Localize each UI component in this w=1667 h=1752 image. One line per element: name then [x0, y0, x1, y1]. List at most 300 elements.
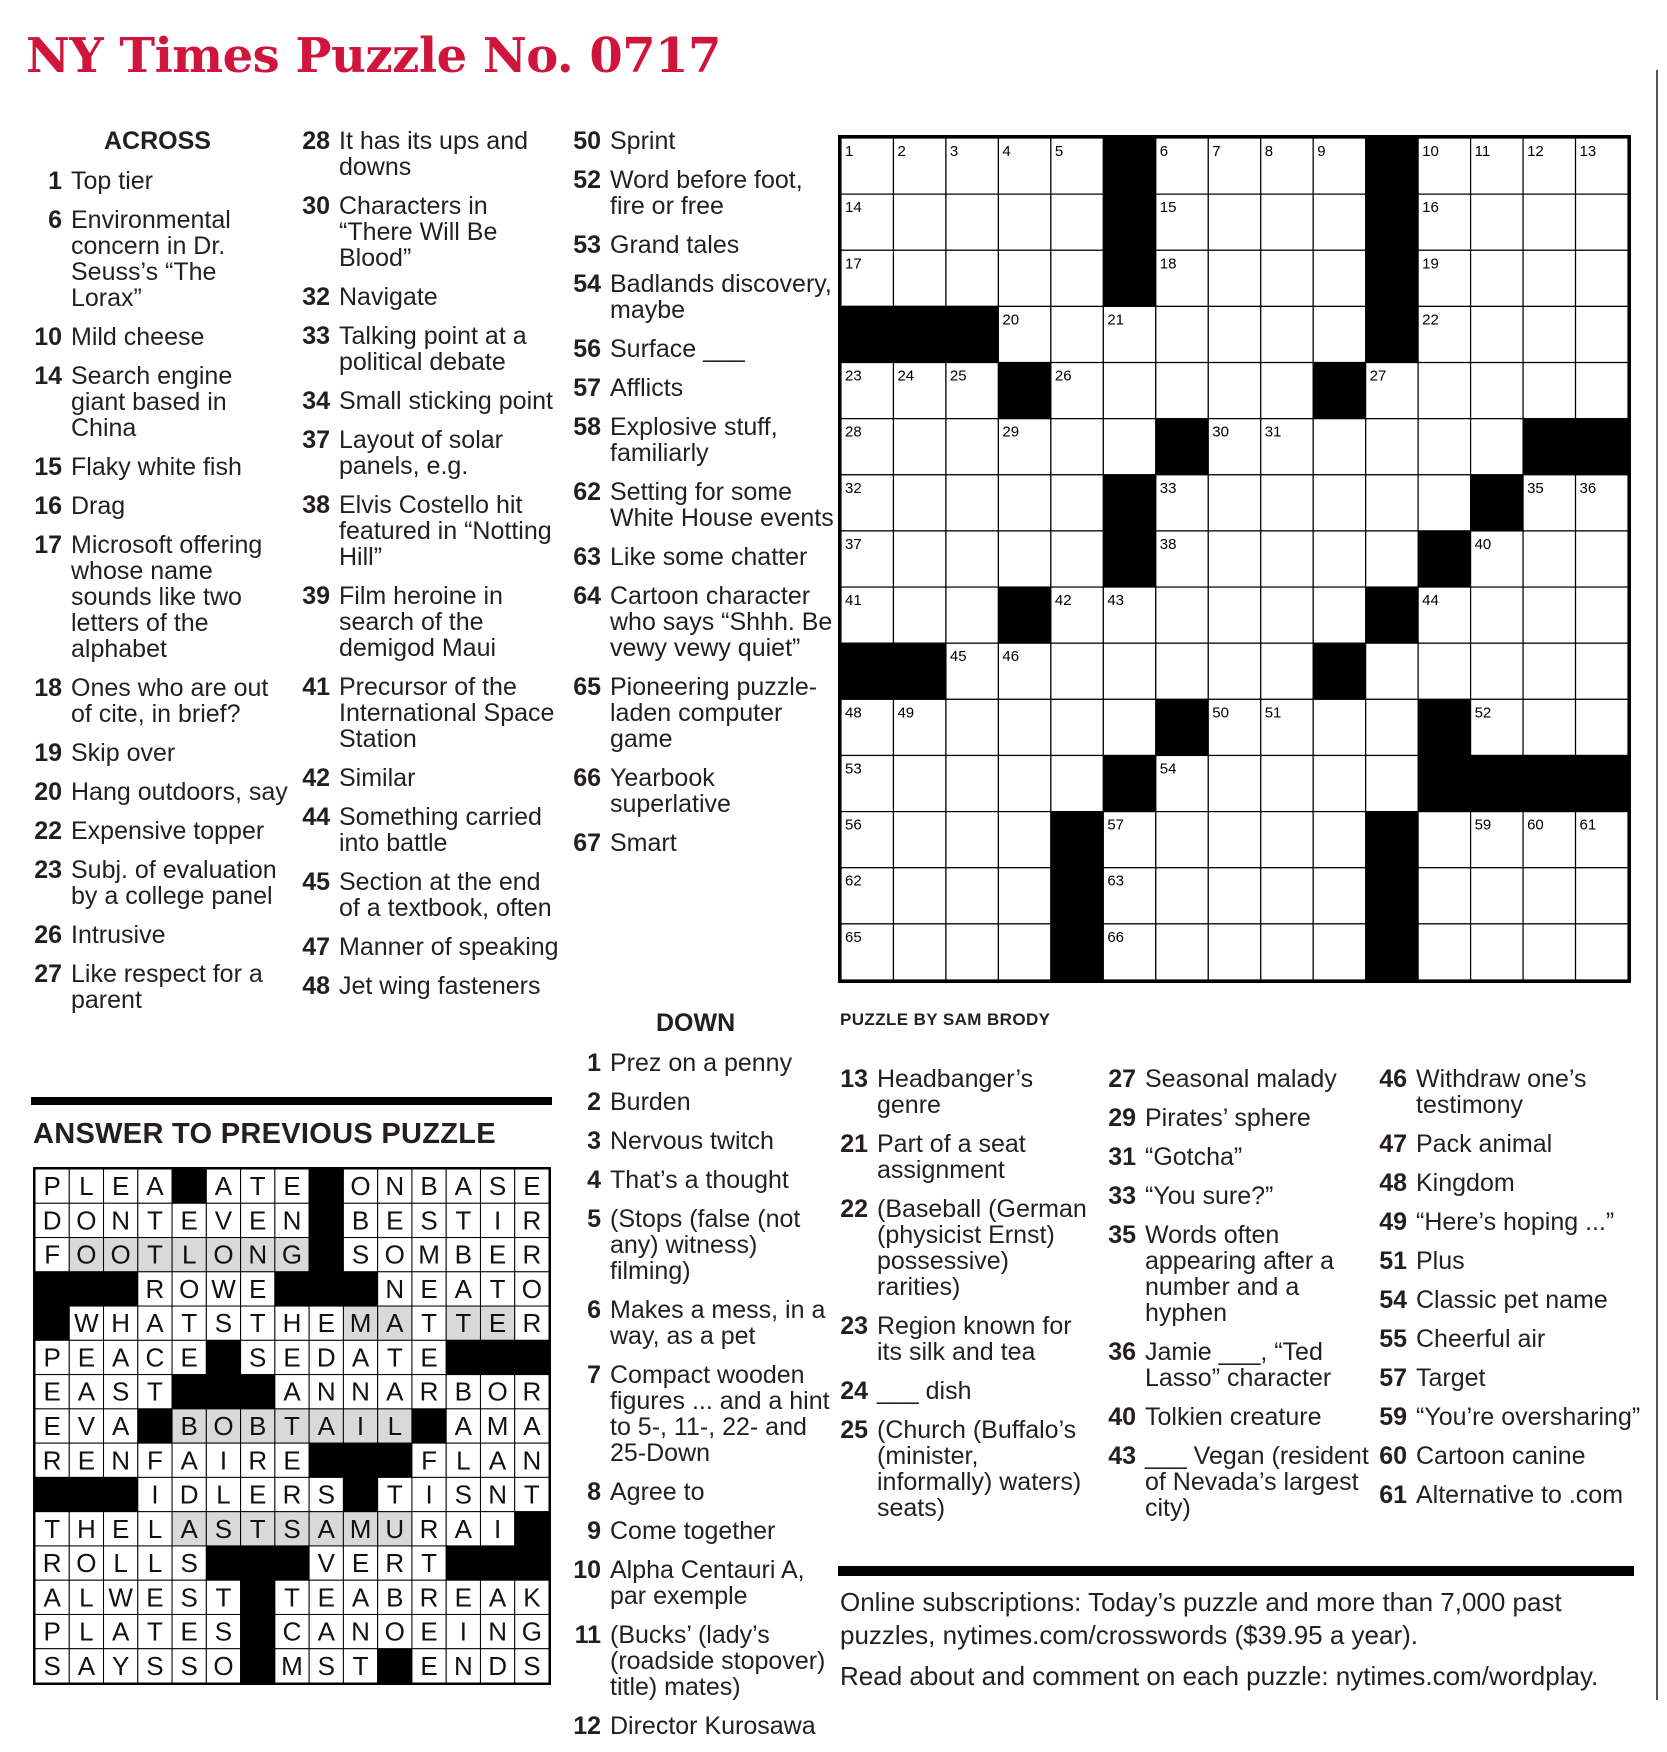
- clue-number: 51: [1379, 1247, 1407, 1275]
- answer-letter: O: [76, 1205, 97, 1236]
- clue-text: Surface ___: [610, 335, 745, 363]
- clue-text: Like respect for a parent: [71, 960, 263, 1014]
- clue-number: 23: [34, 856, 62, 884]
- grid-cell[interactable]: [946, 250, 998, 306]
- answer-block: [104, 1477, 138, 1511]
- grid-cell[interactable]: [1418, 419, 1470, 475]
- grid-cell[interactable]: [893, 868, 945, 924]
- answer-letter: W: [211, 1273, 236, 1304]
- grid-cell[interactable]: [1261, 194, 1313, 250]
- clue-text: Words often appearing after a number and a hyphen: [1145, 1221, 1335, 1327]
- grid-cell[interactable]: [946, 531, 998, 587]
- grid-cell[interactable]: [1313, 812, 1365, 868]
- answer-letter: R: [522, 1308, 542, 1339]
- answer-letter: T: [284, 1411, 300, 1441]
- answer-letter: R: [385, 1548, 405, 1579]
- grid-cell[interactable]: [1208, 868, 1260, 924]
- grid-cell[interactable]: [998, 924, 1050, 980]
- grid-cell[interactable]: [946, 868, 998, 924]
- grid-cell[interactable]: [1313, 194, 1365, 250]
- grid-cell[interactable]: [1313, 924, 1365, 980]
- grid-cell[interactable]: [946, 924, 998, 980]
- cell-number: 26: [1054, 367, 1072, 385]
- grid-cell[interactable]: [1051, 755, 1103, 811]
- grid-cell[interactable]: [1051, 531, 1103, 587]
- grid-block: [1366, 138, 1418, 194]
- clue-number: 47: [1379, 1130, 1407, 1158]
- grid-cell[interactable]: [946, 755, 998, 811]
- clue-text: Afflicts: [610, 374, 684, 402]
- grid-cell[interactable]: [1261, 587, 1313, 643]
- grid-cell[interactable]: [1051, 699, 1103, 755]
- clue-text: Sprint: [610, 127, 676, 155]
- answer-letter: E: [283, 1445, 301, 1476]
- grid-cell[interactable]: [1366, 699, 1418, 755]
- grid-cell[interactable]: [1523, 587, 1575, 643]
- clue-item: [33, 779, 288, 805]
- grid-cell[interactable]: [1523, 363, 1575, 419]
- clue-item: [1378, 1287, 1643, 1313]
- grid-cell[interactable]: [1471, 924, 1523, 980]
- answer-block: [69, 1477, 103, 1511]
- clue-number: 40: [1108, 1403, 1136, 1431]
- grid-cell[interactable]: [998, 699, 1050, 755]
- grid-block: [1103, 531, 1155, 587]
- grid-cell[interactable]: [1418, 363, 1470, 419]
- clue-item: [33, 363, 288, 441]
- grid-cell[interactable]: [946, 194, 998, 250]
- grid-cell[interactable]: [998, 531, 1050, 587]
- grid-cell[interactable]: [998, 250, 1050, 306]
- answer-letter: I: [219, 1445, 228, 1476]
- grid-cell[interactable]: [893, 531, 945, 587]
- clue-number: 25: [840, 1416, 868, 1444]
- grid-cell[interactable]: [893, 587, 945, 643]
- clue-number: 15: [34, 453, 62, 481]
- grid-cell[interactable]: [1523, 250, 1575, 306]
- clue-item: [572, 1362, 837, 1466]
- previous-answer-title: ANSWER TO PREVIOUS PUZZLE: [33, 1118, 496, 1150]
- grid-cell[interactable]: [998, 868, 1050, 924]
- answer-letter: O: [487, 1376, 508, 1407]
- clue-text: Pioneering puzzle-laden computer game: [610, 673, 818, 753]
- clue-item: [572, 544, 837, 570]
- grid-cell[interactable]: [1523, 531, 1575, 587]
- grid-cell[interactable]: [1208, 924, 1260, 980]
- clue-number: 55: [1379, 1325, 1407, 1353]
- grid-cell[interactable]: [893, 812, 945, 868]
- grid-cell[interactable]: [1366, 755, 1418, 811]
- grid-cell[interactable]: [998, 755, 1050, 811]
- clue-item: [572, 479, 837, 531]
- answer-letter: T: [386, 1479, 403, 1510]
- clue-number: 8: [587, 1478, 601, 1506]
- grid-cell[interactable]: [1366, 419, 1418, 475]
- cell-number: 5: [1054, 143, 1064, 160]
- answer-letter: A: [180, 1445, 198, 1476]
- grid-cell[interactable]: [1313, 755, 1365, 811]
- cell-number: 32: [845, 479, 862, 497]
- clue-text: Withdraw one’s testimony: [1416, 1065, 1587, 1119]
- cell-number: 43: [1107, 592, 1125, 610]
- answer-letter: R: [42, 1548, 62, 1579]
- grid-cell[interactable]: [1576, 924, 1628, 980]
- grid-cell[interactable]: [893, 194, 945, 250]
- clue-number: 20: [34, 778, 62, 806]
- subscription-note: Online subscriptions: Today’s puzzle and more than 7,000 past puzzles, nytimes.com/crosswords ($39.95 a year).: [840, 1587, 1562, 1650]
- answer-letter: B: [386, 1582, 404, 1613]
- grid-cell[interactable]: [1208, 812, 1260, 868]
- clue-text: Talking point at a political debate: [339, 322, 527, 376]
- grid-cell[interactable]: [1261, 924, 1313, 980]
- grid-cell[interactable]: [893, 924, 945, 980]
- grid-cell[interactable]: [1313, 587, 1365, 643]
- clue-item: [1378, 1131, 1643, 1157]
- answer-letter: S: [180, 1548, 198, 1579]
- clue-text: Drag: [71, 492, 126, 520]
- clue-item: [33, 922, 288, 948]
- grid-cell[interactable]: [1313, 699, 1365, 755]
- clue-item: [1107, 1404, 1369, 1430]
- grid-cell[interactable]: [1523, 699, 1575, 755]
- answer-letter: S: [454, 1479, 473, 1510]
- answer-block: [480, 1546, 514, 1580]
- answer-block: [138, 1409, 172, 1443]
- answer-letter: S: [214, 1513, 233, 1544]
- clue-number: 6: [587, 1296, 601, 1324]
- grid-cell[interactable]: [893, 475, 945, 531]
- answer-letter: I: [459, 1616, 467, 1647]
- grid-cell[interactable]: [1261, 755, 1313, 811]
- answer-letter: S: [214, 1616, 233, 1647]
- answer-letter: G: [281, 1239, 303, 1270]
- answer-letter: S: [214, 1308, 233, 1339]
- clue-number: 11: [574, 1621, 601, 1649]
- grid-cell[interactable]: [1156, 587, 1208, 643]
- answer-letter: K: [523, 1582, 541, 1613]
- grid-cell[interactable]: [998, 475, 1050, 531]
- grid-cell[interactable]: [1471, 363, 1523, 419]
- answer-letter: A: [111, 1616, 130, 1647]
- grid-cell[interactable]: [1156, 306, 1208, 362]
- grid-cell[interactable]: [1208, 194, 1260, 250]
- down-clue-list: [839, 1066, 1097, 1521]
- answer-letter: I: [493, 1205, 502, 1236]
- grid-cell[interactable]: [1261, 475, 1313, 531]
- grid-cell[interactable]: [1208, 587, 1260, 643]
- clue-number: 48: [302, 972, 330, 1000]
- clue-number: 37: [302, 426, 330, 454]
- cell-number: 10: [1422, 143, 1439, 160]
- answer-letter: N: [385, 1171, 405, 1202]
- clue-item: [1378, 1482, 1643, 1508]
- grid-cell[interactable]: [946, 699, 998, 755]
- grid-cell[interactable]: [1051, 306, 1103, 362]
- grid-cell[interactable]: [1418, 924, 1470, 980]
- clue-text: Navigate: [339, 283, 438, 311]
- grid-cell[interactable]: [1103, 363, 1155, 419]
- answer-letter: S: [111, 1376, 130, 1407]
- answer-letter: E: [43, 1411, 61, 1441]
- grid-cell[interactable]: [1261, 250, 1313, 306]
- grid-block: [1103, 250, 1155, 306]
- answer-letter: N: [488, 1616, 507, 1647]
- grid-cell[interactable]: [1208, 755, 1260, 811]
- clue-text: “Gotcha”: [1145, 1143, 1243, 1171]
- down-heading: DOWN: [656, 1009, 736, 1037]
- clue-number: 31: [1108, 1143, 1136, 1171]
- grid-cell[interactable]: [1576, 306, 1628, 362]
- answer-letter: E: [43, 1376, 61, 1407]
- grid-cell[interactable]: [1261, 531, 1313, 587]
- clue-item: [33, 532, 288, 662]
- grid-cell[interactable]: [1418, 643, 1470, 699]
- grid-cell[interactable]: [1156, 363, 1208, 419]
- answer-letter: P: [43, 1171, 61, 1202]
- cell-number: 16: [1422, 199, 1439, 217]
- grid-cell[interactable]: [1576, 531, 1628, 587]
- clue-item: [572, 1713, 837, 1739]
- clue-text: Alpha Centauri A, par exemple: [610, 1556, 805, 1610]
- clue-item: [572, 830, 837, 856]
- grid-cell[interactable]: [1471, 250, 1523, 306]
- grid-block: [1366, 194, 1418, 250]
- grid-cell[interactable]: [1523, 643, 1575, 699]
- wordplay-note: Read about and comment on each puzzle: nytimes.com/wordplay.: [840, 1661, 1599, 1691]
- grid-cell[interactable]: [1471, 306, 1523, 362]
- grid-cell[interactable]: [1208, 475, 1260, 531]
- answer-letter: P: [43, 1616, 61, 1647]
- down-clues-column-4: [1378, 1066, 1643, 1521]
- grid-cell[interactable]: [1313, 250, 1365, 306]
- grid-cell[interactable]: [1523, 924, 1575, 980]
- clue-text: Pirates’ sphere: [1145, 1104, 1311, 1132]
- clue-item: [1107, 1066, 1369, 1092]
- grid-cell[interactable]: [1051, 475, 1103, 531]
- answer-letter: T: [386, 1342, 403, 1373]
- clue-text: Elvis Costello hit featured in “Notting Hill”: [339, 491, 552, 571]
- grid-cell[interactable]: [1261, 363, 1313, 419]
- answer-letter: A: [454, 1273, 473, 1304]
- grid-cell[interactable]: [1208, 531, 1260, 587]
- answer-block: [309, 1203, 343, 1237]
- grid-cell[interactable]: [1313, 531, 1365, 587]
- grid-cell[interactable]: [998, 812, 1050, 868]
- down-clue-list: [1378, 1066, 1643, 1508]
- grid-cell[interactable]: [1261, 868, 1313, 924]
- clue-text: (Baseball (German (physicist Ernst) possessive) rarities): [877, 1195, 1087, 1301]
- answer-letter: R: [419, 1376, 439, 1407]
- grid-cell[interactable]: [1576, 868, 1628, 924]
- clue-text: Subj. of evaluation by a college panel: [71, 856, 277, 910]
- grid-cell[interactable]: [1051, 194, 1103, 250]
- answer-letter: L: [113, 1548, 128, 1579]
- grid-cell[interactable]: [1576, 643, 1628, 699]
- clue-number: 6: [48, 206, 62, 234]
- grid-cell[interactable]: [1313, 475, 1365, 531]
- grid-cell[interactable]: [1208, 643, 1260, 699]
- answer-letter: O: [110, 1239, 131, 1270]
- grid-cell[interactable]: [1576, 363, 1628, 419]
- grid-cell[interactable]: [893, 419, 945, 475]
- grid-cell[interactable]: [1418, 868, 1470, 924]
- answer-letter: A: [214, 1171, 233, 1202]
- clue-text: Burden: [610, 1088, 691, 1116]
- grid-cell[interactable]: [1156, 868, 1208, 924]
- grid-cell[interactable]: [1523, 194, 1575, 250]
- cell-number: 7: [1212, 143, 1221, 160]
- grid-cell[interactable]: [1051, 250, 1103, 306]
- clue-text: Flaky white fish: [71, 453, 242, 481]
- answer-letter: R: [145, 1273, 165, 1304]
- clue-item: [301, 869, 566, 921]
- answer-letter: B: [420, 1171, 438, 1202]
- grid-cell[interactable]: [1103, 643, 1155, 699]
- grid-cell[interactable]: [1051, 643, 1103, 699]
- clue-text: Alternative to .com: [1416, 1481, 1624, 1509]
- clue-item: [572, 1128, 837, 1154]
- grid-cell[interactable]: [1261, 812, 1313, 868]
- answer-block: [206, 1375, 240, 1409]
- answer-block: [241, 1375, 275, 1409]
- answer-letter: H: [77, 1513, 96, 1544]
- answer-letter: O: [384, 1616, 405, 1647]
- answer-letter: A: [351, 1582, 370, 1613]
- grid-cell[interactable]: [1261, 306, 1313, 362]
- clue-item: [33, 818, 288, 844]
- clue-text: Seasonal malady: [1145, 1065, 1337, 1093]
- grid-cell[interactable]: [1471, 587, 1523, 643]
- cell-number: 38: [1159, 535, 1177, 553]
- grid-cell[interactable]: [1576, 699, 1628, 755]
- clue-item: [572, 1518, 837, 1544]
- grid-cell[interactable]: [1418, 812, 1470, 868]
- grid-cell[interactable]: [1208, 250, 1260, 306]
- grid-cell[interactable]: [1313, 419, 1365, 475]
- grid-cell[interactable]: [946, 587, 998, 643]
- grid-block: [1103, 138, 1155, 194]
- cell-number: 25: [949, 367, 967, 385]
- grid-cell[interactable]: [1208, 306, 1260, 362]
- clue-item: [572, 336, 837, 362]
- grid-cell[interactable]: [1576, 587, 1628, 643]
- grid-cell[interactable]: [1471, 868, 1523, 924]
- grid-cell[interactable]: [998, 194, 1050, 250]
- clue-number: 59: [1379, 1403, 1407, 1431]
- clue-number: 42: [302, 764, 330, 792]
- clue-number: 62: [573, 478, 601, 506]
- grid-cell[interactable]: [1366, 531, 1418, 587]
- grid-cell[interactable]: [1156, 924, 1208, 980]
- clue-number: 34: [302, 387, 330, 415]
- grid-cell[interactable]: [1208, 363, 1260, 419]
- grid-block: [1366, 924, 1418, 980]
- clue-item: [33, 857, 288, 909]
- grid-cell[interactable]: [1366, 475, 1418, 531]
- grid-cell[interactable]: [1313, 868, 1365, 924]
- answer-letter: E: [146, 1582, 164, 1613]
- clue-number: 21: [840, 1130, 868, 1158]
- clue-number: 27: [34, 960, 62, 988]
- clue-item: [839, 1417, 1097, 1521]
- clue-text: Expensive topper: [71, 817, 265, 845]
- grid-cell[interactable]: [893, 755, 945, 811]
- grid-cell[interactable]: [1156, 643, 1208, 699]
- across-clue-list: [33, 168, 288, 1013]
- grid-block: [893, 306, 945, 362]
- clue-text: That’s a thought: [610, 1166, 789, 1194]
- answer-letter: M: [349, 1308, 372, 1339]
- crossword-grid-svg: [841, 138, 1628, 980]
- answer-letter: A: [488, 1445, 507, 1476]
- clue-text: Cartoon character who says “Shhh. Be vewy vewy quiet”: [610, 582, 833, 662]
- grid-cell[interactable]: [946, 419, 998, 475]
- clue-text: Yearbook superlative: [610, 764, 731, 818]
- grid-block: [1156, 419, 1208, 475]
- clue-item: [33, 168, 288, 194]
- grid-cell[interactable]: [1471, 419, 1523, 475]
- grid-cell[interactable]: [893, 250, 945, 306]
- clue-text: Top tier: [71, 167, 153, 195]
- grid-cell[interactable]: [1418, 475, 1470, 531]
- grid-cell[interactable]: [1576, 250, 1628, 306]
- across-clues-column-1: [33, 128, 288, 1026]
- grid-cell[interactable]: [946, 812, 998, 868]
- crossword-grid[interactable]: [838, 135, 1631, 983]
- cell-number: 29: [1002, 423, 1020, 441]
- answer-letter: F: [44, 1239, 61, 1270]
- cell-number: 19: [1422, 255, 1439, 273]
- answer-block: [172, 1169, 206, 1203]
- clue-item: [572, 1167, 837, 1193]
- grid-cell[interactable]: [1523, 306, 1575, 362]
- grid-cell[interactable]: [1051, 419, 1103, 475]
- grid-cell[interactable]: [1313, 306, 1365, 362]
- answer-letter: S: [180, 1650, 198, 1681]
- grid-cell[interactable]: [1471, 643, 1523, 699]
- answer-block: [241, 1580, 275, 1614]
- grid-cell[interactable]: [946, 475, 998, 531]
- grid-cell[interactable]: [1261, 643, 1313, 699]
- grid-cell[interactable]: [1103, 419, 1155, 475]
- answer-letter: E: [317, 1308, 335, 1339]
- answer-letter: B: [454, 1239, 473, 1270]
- grid-cell[interactable]: [1471, 194, 1523, 250]
- answer-letter: S: [283, 1513, 301, 1544]
- grid-cell[interactable]: [1576, 194, 1628, 250]
- cell-number: 49: [897, 704, 915, 722]
- clue-number: 17: [34, 531, 62, 559]
- clue-item: [572, 128, 837, 154]
- answer-block: [241, 1546, 275, 1580]
- grid-cell[interactable]: [1366, 643, 1418, 699]
- answer-letter: N: [488, 1479, 507, 1510]
- grid-cell[interactable]: [1103, 699, 1155, 755]
- grid-block: [841, 643, 893, 699]
- answer-letter: I: [151, 1479, 159, 1510]
- cell-number: 35: [1527, 479, 1544, 497]
- previous-answer-grid: [33, 1167, 551, 1685]
- grid-cell[interactable]: [1156, 812, 1208, 868]
- clue-text: Target: [1416, 1364, 1486, 1392]
- answer-letter: A: [454, 1411, 473, 1441]
- answer-letter: T: [146, 1205, 163, 1236]
- clue-text: Nervous twitch: [610, 1127, 774, 1155]
- answer-letter: R: [419, 1513, 439, 1544]
- clue-text: Jet wing fasteners: [339, 972, 541, 1000]
- clue-number: 1: [48, 167, 62, 195]
- grid-cell[interactable]: [1523, 868, 1575, 924]
